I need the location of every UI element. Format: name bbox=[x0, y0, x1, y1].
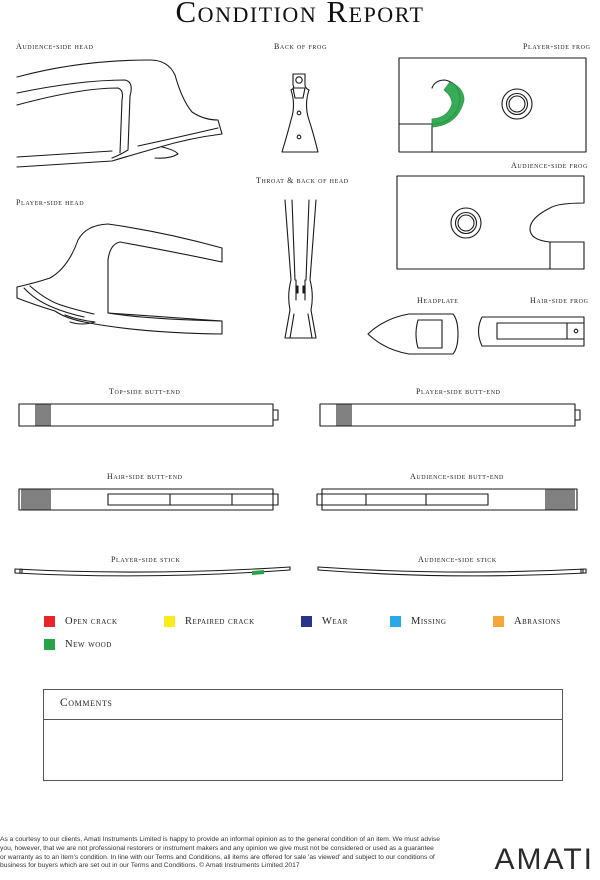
legend-label: Repaired crack bbox=[185, 616, 255, 627]
label-hair-side-frog: Hair-side frog bbox=[530, 296, 589, 305]
top-side-butt-end-drawing bbox=[19, 404, 278, 426]
damage-legend bbox=[44, 616, 584, 666]
legend-label: Wear bbox=[322, 616, 348, 627]
legend-label: Open crack bbox=[65, 616, 118, 627]
legend-swatch bbox=[44, 639, 55, 650]
hair-side-butt-end-drawing bbox=[19, 489, 278, 510]
legend-item-new-wood bbox=[44, 639, 112, 650]
player-side-stick-drawing bbox=[15, 567, 290, 576]
legend-item-missing bbox=[390, 616, 446, 627]
throat-back-of-head-drawing bbox=[285, 200, 316, 338]
comments-field[interactable] bbox=[44, 720, 562, 780]
label-player-side-head: Player-side head bbox=[16, 198, 85, 207]
legend-swatch bbox=[390, 616, 401, 627]
label-audience-side-frog: Audience-side frog bbox=[511, 161, 588, 170]
label-audience-side-head: Audience-side head bbox=[16, 42, 94, 51]
label-player-side-butt-end: Player-side butt-end bbox=[416, 387, 501, 396]
legend-item-wear bbox=[301, 616, 348, 627]
audience-side-stick-drawing bbox=[318, 567, 586, 576]
page-title: Condition Report bbox=[175, 0, 425, 29]
legend-swatch bbox=[301, 616, 312, 627]
label-player-side-stick: Player-side stick bbox=[111, 555, 181, 564]
back-of-frog-drawing bbox=[282, 74, 318, 152]
legend-item-repaired-crack bbox=[164, 616, 255, 627]
legend-swatch bbox=[44, 616, 55, 627]
label-back-of-frog: Back of frog bbox=[274, 42, 327, 51]
legend-label: Missing bbox=[411, 616, 447, 627]
label-hair-side-butt-end: Hair-side butt-end bbox=[107, 472, 183, 481]
audience-side-head-drawing bbox=[17, 60, 222, 167]
audience-side-butt-end-drawing bbox=[317, 489, 577, 510]
legend-item-open-crack bbox=[44, 616, 118, 627]
label-audience-side-stick: Audience-side stick bbox=[418, 555, 497, 564]
player-side-frog-drawing bbox=[399, 58, 586, 152]
comments-box bbox=[43, 689, 563, 781]
disclaimer-text: As a courtesy to our clients, Amati Instruments Limited is happy to provide an informal opinion as to the general condition of an item. We must advise you, however, that we are not professional restorers or instrument makers and any opinion we give must not be considered or used as a guarantee or warranty as to an item's condition. In line with our Terms and Conditions, all items are offered for sale 'as viewed' and subject to our conditions of business for buyers which are set out in our Terms and Conditions. © Amati Instruments Limited 2017 bbox=[0, 836, 440, 870]
legend-swatch bbox=[164, 616, 175, 627]
label-audience-side-butt-end: Audience-side butt-end bbox=[410, 472, 504, 481]
legend-label: New wood bbox=[65, 639, 112, 650]
label-player-side-frog: Player-side frog bbox=[523, 42, 591, 51]
label-headplate: Headplate bbox=[417, 296, 459, 305]
amati-logo: AMATI bbox=[494, 843, 594, 876]
label-top-side-butt-end: Top-side butt-end bbox=[109, 387, 181, 396]
hair-side-frog-drawing bbox=[479, 317, 585, 346]
headplate-drawing bbox=[368, 314, 458, 354]
legend-label: Abrasions bbox=[514, 616, 561, 627]
legend-swatch bbox=[493, 616, 504, 627]
new-wood-mark-player-side-frog bbox=[432, 82, 464, 127]
new-wood-mark-player-side-stick bbox=[252, 570, 264, 575]
label-throat-back-of-head: Throat & back of head bbox=[256, 176, 349, 185]
audience-side-frog-drawing bbox=[397, 176, 584, 269]
player-side-butt-end-drawing bbox=[320, 404, 580, 426]
legend-item-abrasions bbox=[493, 616, 561, 627]
player-side-head-drawing bbox=[17, 224, 222, 334]
comments-heading: Comments bbox=[44, 690, 562, 720]
